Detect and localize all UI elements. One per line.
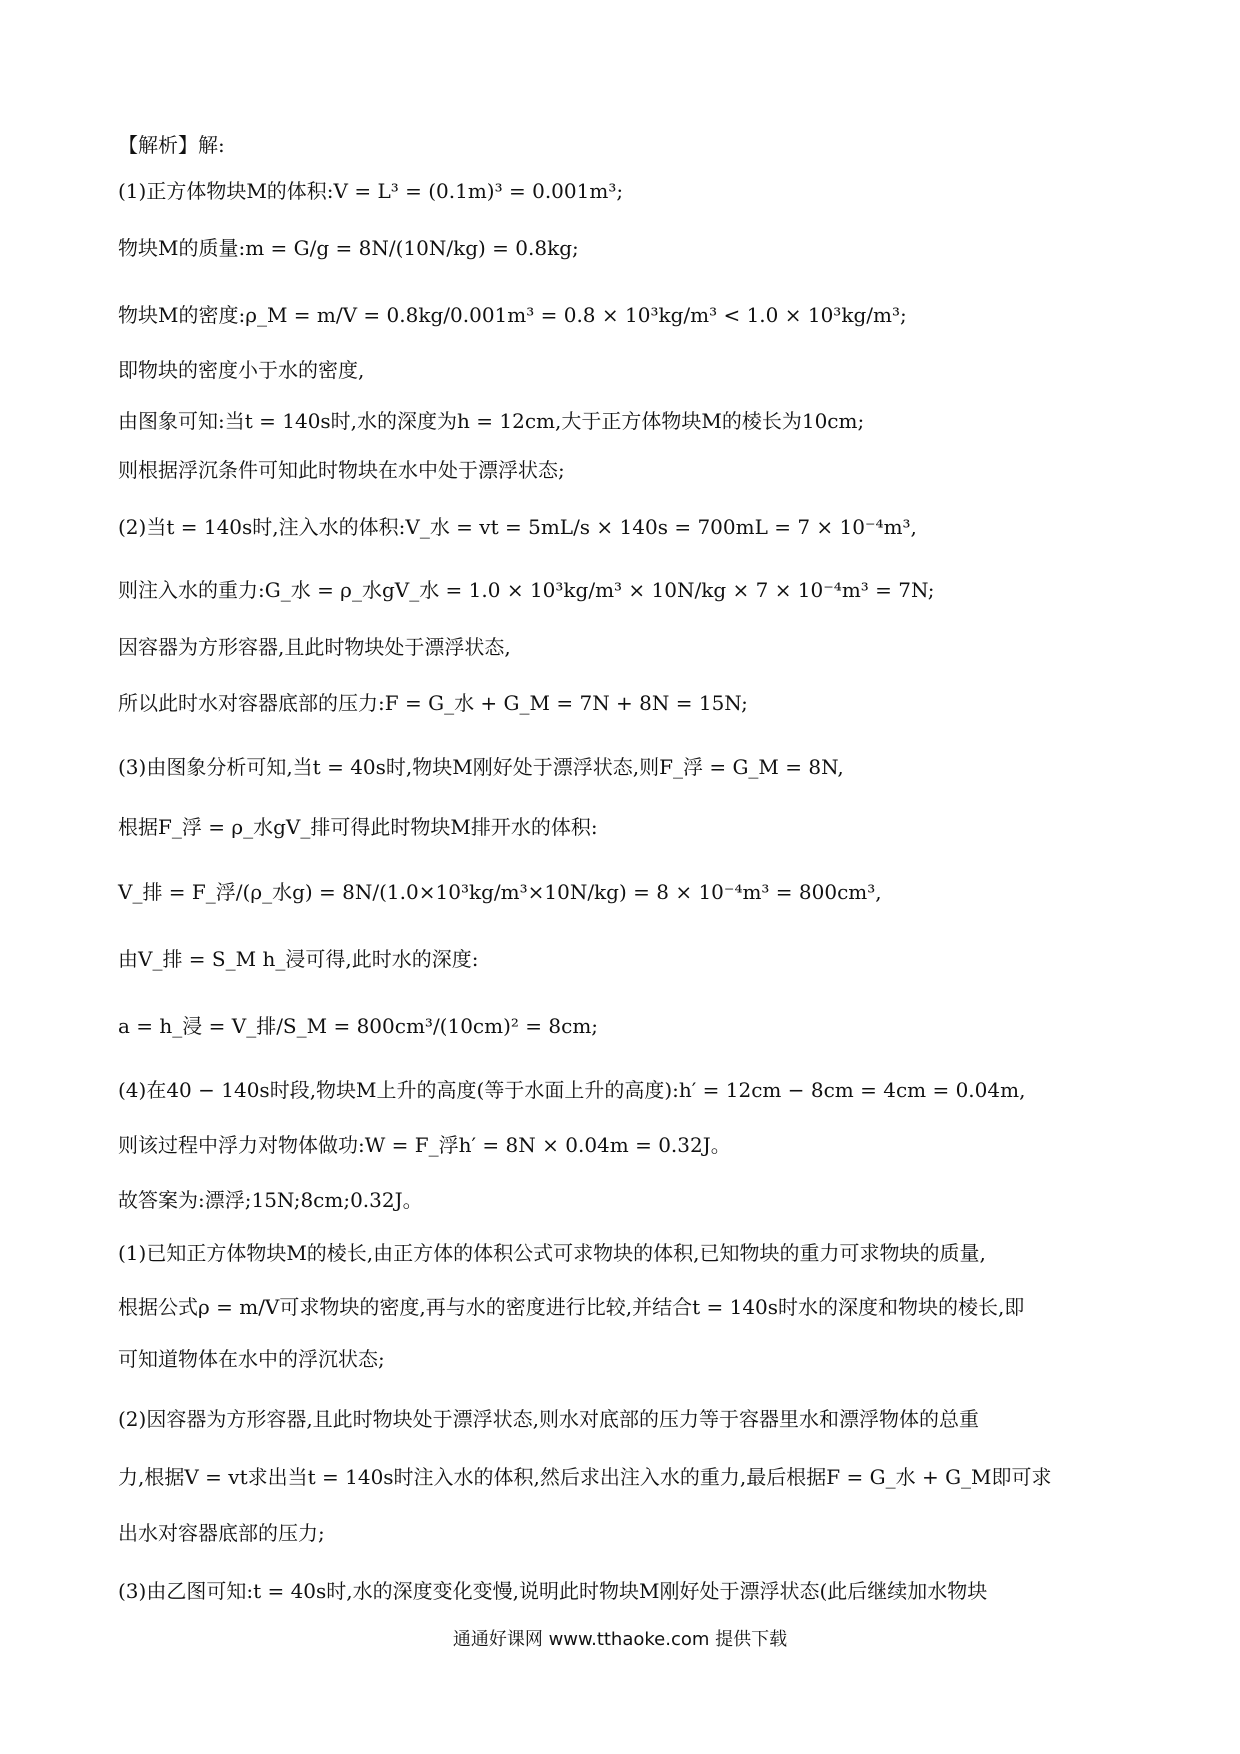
text-line: 可知道物体在水中的浮沉状态; bbox=[118, 1347, 385, 1371]
text-line: (2)当t = 140s时,注入水的体积:V_水 = vt = 5mL/s × 140s = 700mL = 7 × 10⁻⁴m³, bbox=[118, 515, 917, 539]
text-line: 所以此时水对容器底部的压力:F = G_水 + G_M = 7N + 8N = 15N; bbox=[118, 691, 748, 715]
text-line: 由V_排 = S_M h_浸可得,此时水的深度: bbox=[118, 947, 479, 971]
text-line: 则根据浮沉条件可知此时物块在水中处于漂浮状态; bbox=[118, 458, 565, 482]
text-line: a = h_浸 = V_排/S_M = 800cm³/(10cm)² = 8cm; bbox=[118, 1014, 599, 1038]
text-line: 出水对容器底部的压力; bbox=[118, 1521, 325, 1545]
text-line: 物块M的密度:ρ_M = m/V = 0.8kg/0.001m³ = 0.8 × 10³kg/m³ < 1.0 × 10³kg/m³; bbox=[118, 303, 907, 327]
text-line: 则注入水的重力:G_水 = ρ_水gV_水 = 1.0 × 10³kg/m³ × 10N/kg × 7 × 10⁻⁴m³ = 7N; bbox=[118, 578, 935, 602]
text-line: 故答案为:漂浮;15N;8cm;0.32J。 bbox=[118, 1188, 423, 1212]
text-line: 根据公式ρ = m/V可求物块的密度,再与水的密度进行比较,并结合t = 140s时水的深度和物块的棱长,即 bbox=[118, 1295, 1025, 1319]
text-line: (1)已知正方体物块M的棱长,由正方体的体积公式可求物块的体积,已知物块的重力可求物块的质量, bbox=[118, 1241, 986, 1265]
text-line: (2)因容器为方形容器,且此时物块处于漂浮状态,则水对底部的压力等于容器里水和漂浮物体的总重 bbox=[118, 1407, 980, 1431]
text-line: 物块M的质量:m = G/g = 8N/(10N/kg) = 0.8kg; bbox=[118, 236, 579, 260]
page-footer: 通通好课网 www.tthaoke.com 提供下载 bbox=[452, 1629, 788, 1650]
text-line: 则该过程中浮力对物体做功:W = F_浮h′ = 8N × 0.04m = 0.32J。 bbox=[118, 1133, 731, 1157]
text-line: (3)由图象分析可知,当t = 40s时,物块M刚好处于漂浮状态,则F_浮 = G_M = 8N, bbox=[118, 755, 844, 779]
text-line: (4)在40 − 140s时段,物块M上升的高度(等于水面上升的高度):h′ = 12cm − 8cm = 4cm = 0.04m, bbox=[118, 1078, 1026, 1102]
text-line: 即物块的密度小于水的密度, bbox=[118, 358, 365, 382]
text-line: 力,根据V = vt求出当t = 140s时注入水的体积,然后求出注入水的重力,最后根据F = G_水 + G_M即可求 bbox=[118, 1465, 1052, 1489]
text-line: 根据F_浮 = ρ_水gV_排可得此时物块M排开水的体积: bbox=[118, 815, 598, 839]
text-line: (1)正方体物块M的体积:V = L³ = (0.1m)³ = 0.001m³; bbox=[118, 179, 624, 203]
text-line: 【解析】解: bbox=[118, 133, 225, 157]
text-line: (3)由乙图可知:t = 40s时,水的深度变化变慢,说明此时物块M刚好处于漂浮状态(此后继续加水物块 bbox=[118, 1579, 988, 1603]
text-line: V_排 = F_浮/(ρ_水g) = 8N/(1.0×10³kg/m³×10N/kg) = 8 × 10⁻⁴m³ = 800cm³, bbox=[118, 880, 882, 904]
text-line: 因容器为方形容器,且此时物块处于漂浮状态, bbox=[118, 635, 511, 659]
text-line: 由图象可知:当t = 140s时,水的深度为h = 12cm,大于正方体物块M的棱长为10cm; bbox=[118, 409, 865, 433]
